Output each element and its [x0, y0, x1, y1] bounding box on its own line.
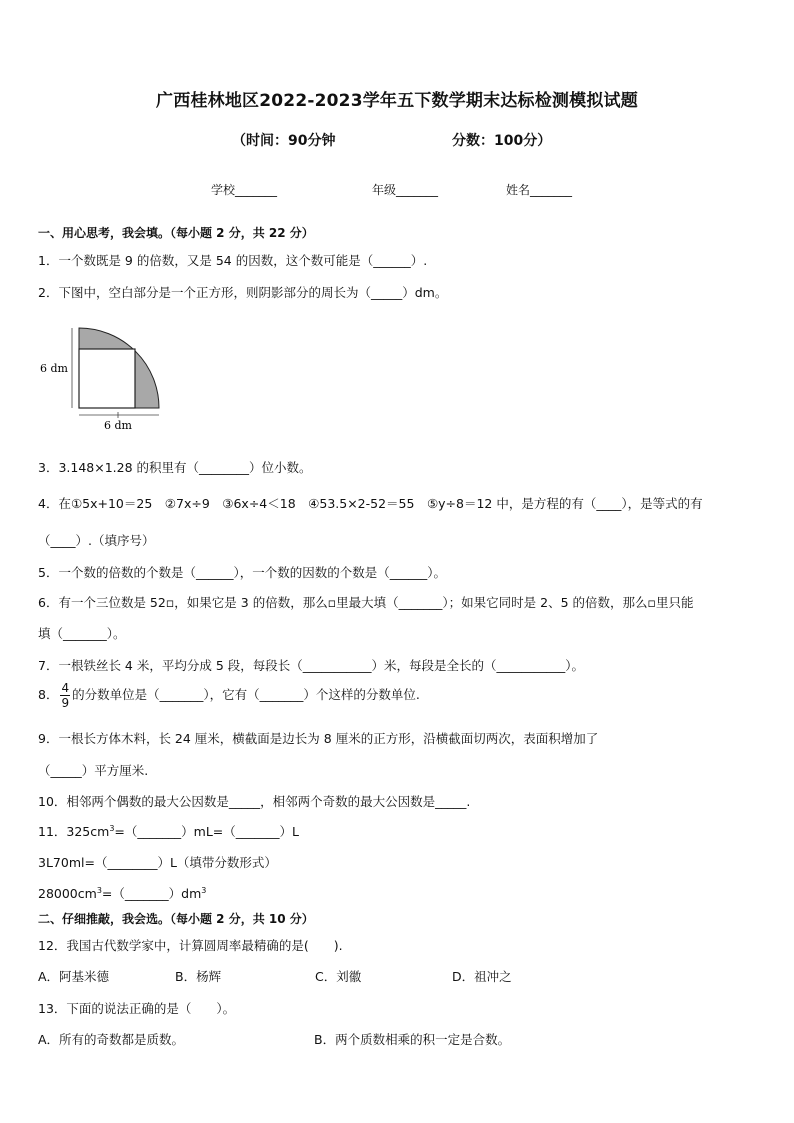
question-10: 10．相邻两个偶数的最大公因数是_____，相邻两个奇数的最大公因数是_____.: [38, 794, 471, 809]
q12-option-c[interactable]: C．刘徽: [315, 969, 362, 984]
fraction: $\frac{4}{9}$: [61, 681, 70, 710]
question-6: 6．有一个三位数是 52▫，如果它是 3 的倍数，那么▫里最大填（_______）；如果它同时是 2、5 的倍数，那么▫里只能: [38, 595, 694, 610]
section-1-heading: 一、用心思考，我会填。（每小题 2 分，共 22 分）: [38, 226, 314, 240]
q13-option-b[interactable]: B．两个质数相乘的积一定是合数。: [314, 1032, 511, 1047]
exam-score: 分数：100分）: [452, 133, 552, 149]
figure-left-label: 6 dm: [40, 362, 68, 375]
question-7: 7．一根铁丝长 4 米，平均分成 5 段，每段长（___________）米，每段是全长的（___________）。: [38, 658, 585, 673]
question-4-cont: （____）.（填序号）: [38, 533, 155, 548]
q12-option-b[interactable]: B．杨辉: [175, 969, 222, 984]
question-9-cont: （_____）平方厘米.: [38, 763, 149, 778]
question-2: 2．下图中，空白部分是一个正方形，则阴影部分的周长为（_____）dm。: [38, 285, 448, 300]
question-11a: 11．$325cm^3=(\_\_\_\_\_\_\_)mL=(\_\_\_\_\_\_\_)L$: [38, 823, 299, 839]
exam-title: 广西桂林地区2022-2023学年五下数学期末达标检测模拟试题: [156, 91, 638, 111]
q13-option-a[interactable]: A．所有的奇数都是质数。: [38, 1032, 185, 1047]
question-12: 12．我国古代数学家中，计算圆周率最精确的是( ).: [38, 938, 343, 953]
question-6-cont: 填（_______）。: [38, 626, 126, 641]
name-field[interactable]: 姓名_______: [506, 183, 573, 197]
question-3: 3．3.148×1.28 的积里有（________）位小数。: [38, 460, 312, 475]
quarter-circle-figure: [38, 322, 168, 434]
question-11b: 3L70ml=（________）L（填带分数形式）: [38, 855, 277, 870]
school-field[interactable]: 学校_______: [211, 183, 278, 197]
question-4: 4．在①5x+10＝25 ②7x÷9 ③6x÷4＜18 ④53.5×2-52＝55 ⑤y÷8＝12 中，是方程的有（____），是等式的有: [38, 496, 703, 511]
question-5: 5．一个数的倍数的个数是（______），一个数的因数的个数是（______）。: [38, 565, 446, 580]
section-2-heading: 二、仔细推敲，我会选。（每小题 2 分，共 10 分）: [38, 912, 314, 926]
figure-bottom-label: 6 dm: [104, 419, 132, 432]
question-13: 13．下面的说法正确的是（ ）。: [38, 1001, 236, 1016]
exam-time: （时间：90分钟: [232, 133, 336, 149]
question-8: 8． $\frac{4}{9}$ 的分数单位是（_______），它有（_______）个这样的分数单位.: [38, 681, 420, 710]
grade-field[interactable]: 年级_______: [372, 183, 439, 197]
question-9: 9．一根长方体木料，长 24 厘米，横截面是边长为 8 厘米的正方形，沿横截面切两次，表面积增加了: [38, 731, 599, 746]
q12-option-d[interactable]: D．祖冲之: [452, 969, 512, 984]
question-1: 1．一个数既是 9 的倍数，又是 54 的因数，这个数可能是（______）.: [38, 253, 428, 268]
question-11c: $28000cm^3=(\_\_\_\_\_\_\_)dm^3$: [38, 885, 207, 901]
q12-option-a[interactable]: A．阿基米德: [38, 969, 110, 984]
